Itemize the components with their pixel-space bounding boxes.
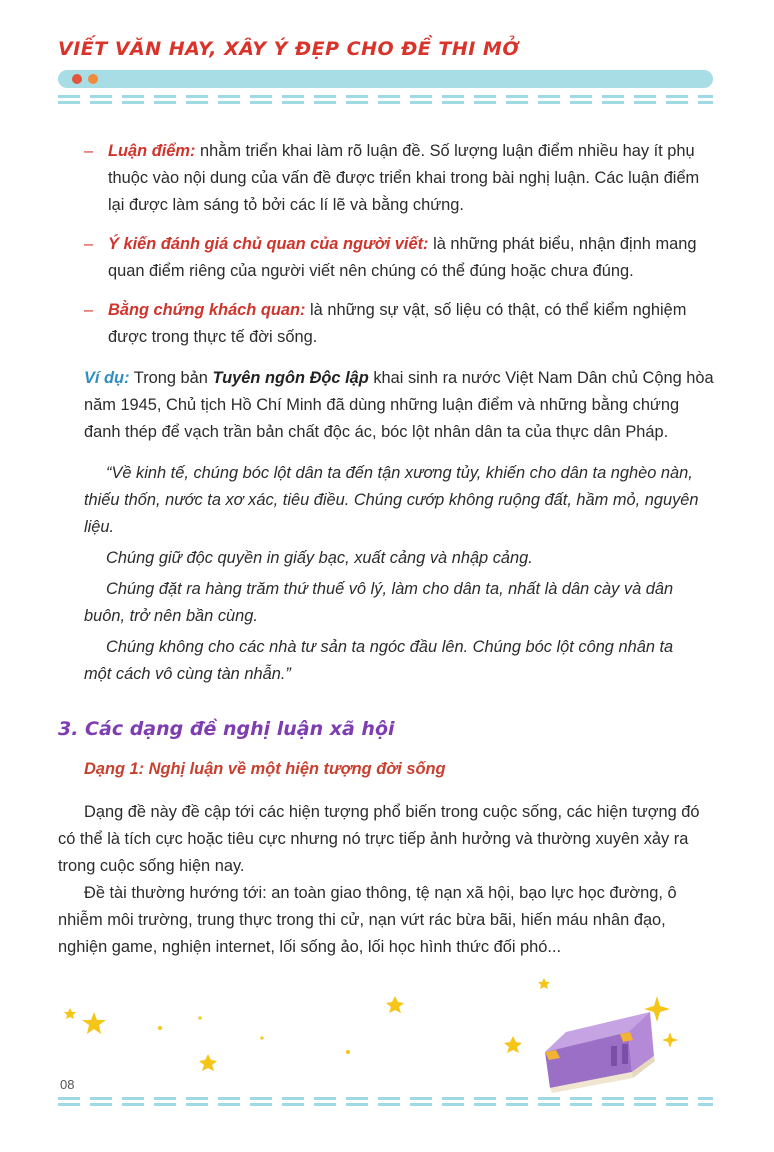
star-icon (64, 1008, 76, 1019)
paragraph-text: Đề tài thường hướng tới: an toàn giao thông, tệ nạn xã hội, bạo lực học đường, ô nhiễm môi trường, trung thực trong thi cử, nạn vứt rác bừa bãi, hiến máu nhân đạo, nghiện game, nghiện internet, lối sống ảo, lối học hình thức đối phó... (58, 884, 677, 956)
example-text-after: khai sinh ra nước Việt Nam Dân chủ Cộng hòa năm 1945, Chủ tịch Hồ Chí Minh đã dùng những luận điểm và những bằng chứng đanh thép để vạch trần bản chất độc ác, bóc lột nhân dân ta của thực dân Pháp. (84, 369, 714, 441)
header-bar (58, 70, 713, 88)
bullet-bang-chung (84, 297, 716, 351)
star-icon (260, 1036, 263, 1039)
section-heading: 3. Các dạng đề nghị luận xã hội (58, 718, 395, 740)
quote-paragraph: Chúng không cho các nhà tư sản ta ngóc đầu lên. Chúng bóc lột công nhân ta một cách vô cùng tàn nhẫn.” (84, 638, 674, 683)
section-subheading: Dạng 1: Nghị luận về một hiện tượng đời sống (84, 760, 446, 778)
star-icon (198, 1016, 201, 1019)
star-icon (386, 996, 404, 1013)
quote-paragraph: Chúng đặt ra hàng trăm thứ thuế vô lý, làm cho dân ta, nhất là dân cày và dân buôn, trở nên bần cùng. (84, 580, 674, 625)
quote-paragraph: “Về kinh tế, chúng bóc lột dân ta đến tận xương tủy, khiến cho dân ta nghèo nàn, thiếu thốn, nước ta xơ xác, tiêu điều. Chúng cướp không ruộng đất, hầm mỏ, nguyên liệu. (84, 464, 699, 536)
bullet-term: Ý kiến đánh giá chủ quan của người viết: (108, 235, 429, 253)
bullet-text: là những sự vật, số liệu có thật, có thể kiểm nghiệm được trong thực tế đời sống. (108, 301, 687, 346)
header-divider (58, 101, 713, 104)
star-icon (504, 1036, 522, 1053)
page-number: 08 (60, 1077, 75, 1092)
paragraph-text: Dạng đề này đề cập tới các hiện tượng phổ biến trong cuộc sống, các hiện tượng đó có thể là tích cực hoặc tiêu cực nhưng nó trực tiếp ảnh hưởng và thường xuyên xảy ra trong cuộc sống hiện nay. (58, 803, 700, 875)
section-paragraph-2 (58, 880, 714, 961)
sparkle-icon (662, 1032, 678, 1048)
bullet-dash: – (84, 235, 94, 253)
header-divider (58, 95, 713, 98)
bullet-dash: – (84, 301, 94, 319)
star-icon (538, 978, 550, 989)
bullet-term: Luận điểm: (108, 142, 196, 160)
star-icon (346, 1050, 350, 1054)
stars-book-illustration (0, 960, 774, 1100)
quote-paragraph: Chúng giữ độc quyền in giấy bạc, xuất cảng và nhập cảng. (106, 549, 533, 567)
book-icon (545, 1012, 655, 1093)
example-label: Ví dụ: (84, 369, 130, 387)
bullet-term: Bằng chứng khách quan: (108, 301, 306, 319)
footer-divider (58, 1097, 713, 1100)
section-paragraph-1 (58, 799, 714, 880)
footer-divider (58, 1103, 713, 1106)
example-text-before: Trong bản (129, 369, 213, 387)
header-dot-red (72, 74, 82, 84)
star-icon (199, 1054, 217, 1071)
bullet-text: nhằm triển khai làm rõ luận đề. Số lượng luận điểm nhiều hay ít phụ thuộc vào nội dung của vấn đề được triển khai trong bài nghị luận. Các luận điểm lại được làm sáng tỏ bởi các lí lẽ và bằng chứng. (108, 142, 700, 214)
header-dot-orange (88, 74, 98, 84)
star-icon (158, 1026, 162, 1030)
bullet-y-kien (84, 231, 716, 285)
bullet-dash: – (84, 142, 94, 160)
bullet-text: là những phát biểu, nhận định mang quan điểm riêng của người viết nên chúng có thể đúng hoặc chưa đúng. (108, 235, 697, 280)
bullet-luan-diem (84, 138, 716, 219)
header-title: VIẾT VĂN HAY, XÂY Ý ĐẸP CHO ĐỀ THI MỞ (58, 38, 519, 60)
example-paragraph (84, 365, 716, 446)
example-bold-title: Tuyên ngôn Độc lập (212, 369, 369, 387)
star-icon (82, 1012, 106, 1034)
quote-block (84, 460, 704, 688)
